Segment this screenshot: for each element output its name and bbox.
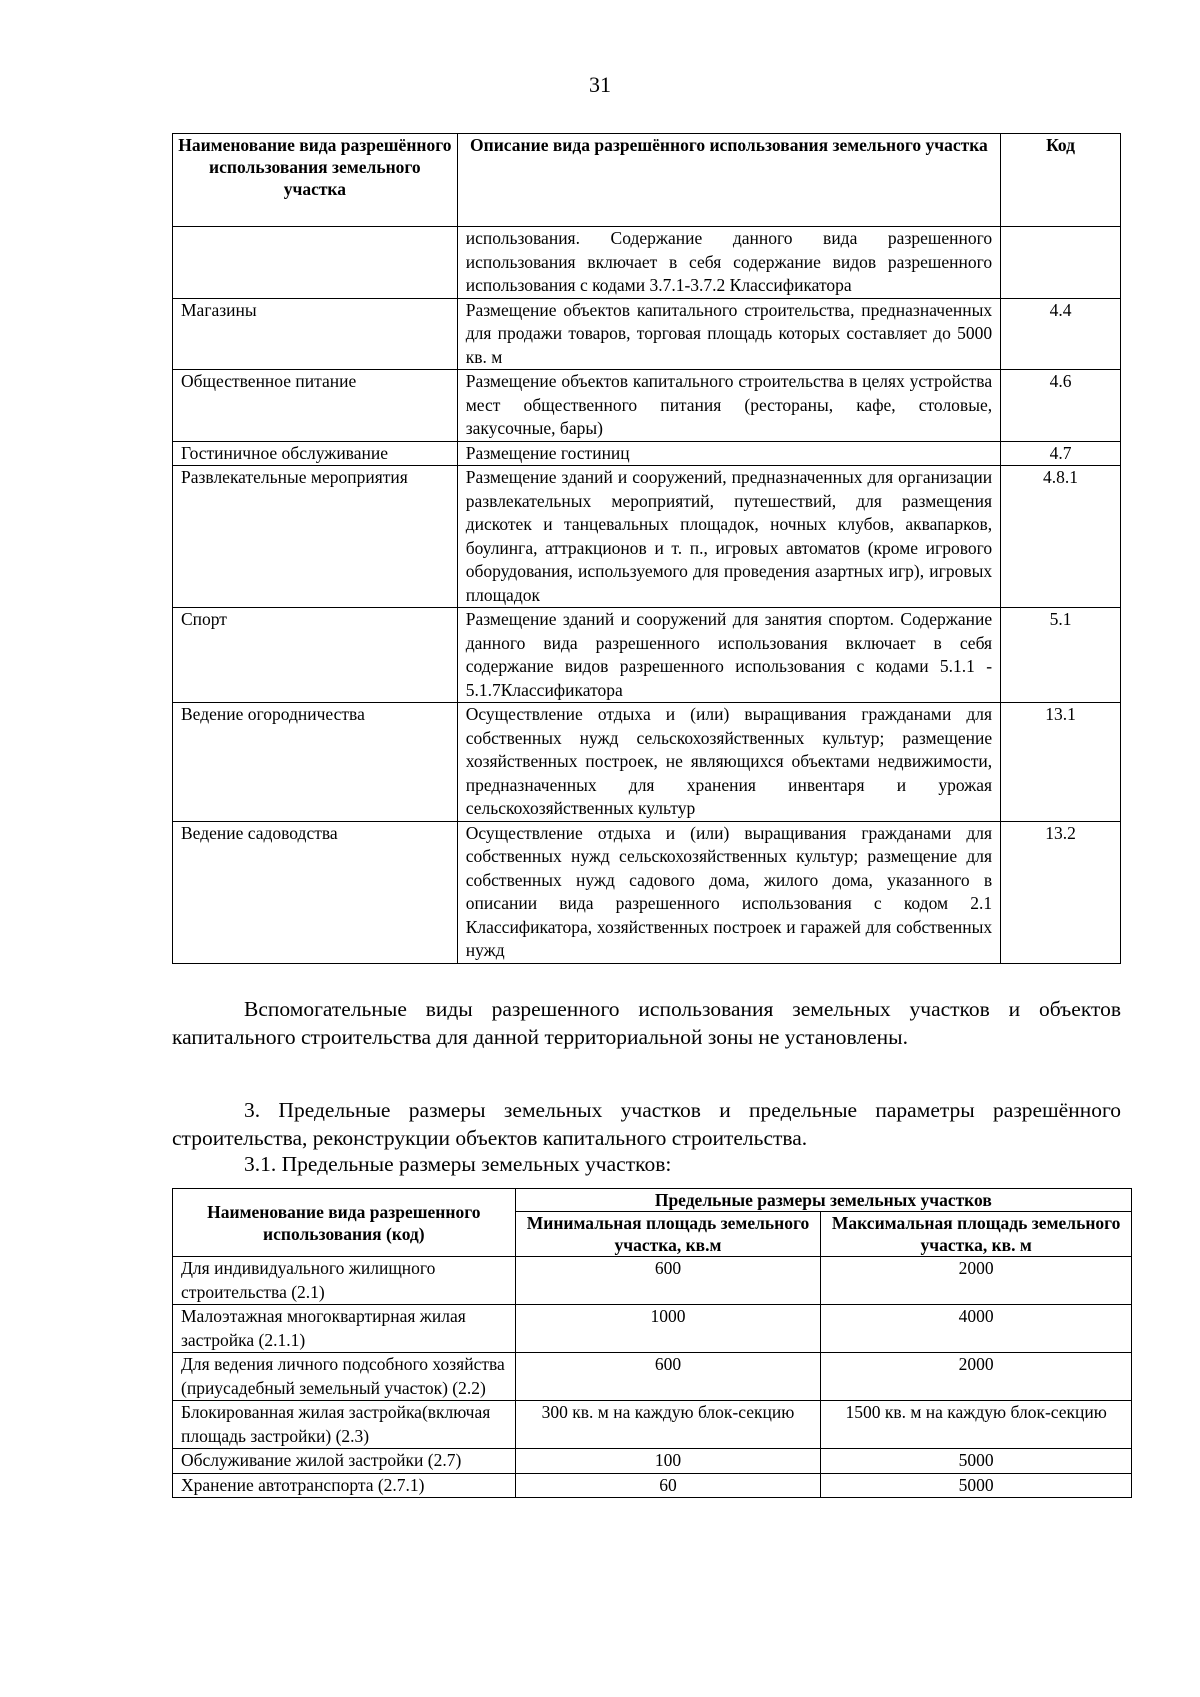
- row-max-area: 2000: [821, 1257, 1132, 1305]
- table-row: [173, 1257, 1132, 1305]
- row-name: Для индивидуального жилищного строительства (2.1): [173, 1257, 516, 1305]
- row-code: [1001, 227, 1121, 299]
- table-row: [173, 298, 1121, 370]
- row-min-area: 100: [515, 1449, 821, 1474]
- plot-size-table: [172, 1188, 1132, 1498]
- row-min-area: 600: [515, 1257, 821, 1305]
- table-row: [173, 441, 1121, 466]
- table-header-row: [173, 134, 1121, 227]
- table-row: [173, 466, 1121, 608]
- row-min-area: 300 кв. м на каждую блок-секцию: [515, 1401, 821, 1449]
- row-description: Размещение гостиниц: [457, 441, 1000, 466]
- row-description: Размещение объектов капитального строительства в целях устройства мест общественного питания (рестораны, кафе, столовые, закусочные, бары): [457, 370, 1000, 442]
- row-name: Для ведения личного подсобного хозяйства (приусадебный земельный участок) (2.2): [173, 1353, 516, 1401]
- table-row: [173, 1401, 1132, 1449]
- row-code: 4.6: [1001, 370, 1121, 442]
- row-name: Блокированная жилая застройка(включая площадь застройки) (2.3): [173, 1401, 516, 1449]
- row-code: 4.8.1: [1001, 466, 1121, 608]
- row-max-area: 5000: [821, 1449, 1132, 1474]
- row-code: 5.1: [1001, 608, 1121, 703]
- table-row: [173, 1305, 1132, 1353]
- table-row: [173, 608, 1121, 703]
- row-description: Осуществление отдыха и (или) выращивания гражданами для собственных нужд сельскохозяйственных культур; размещение для собственных нужд садового дома, жилого дома, указанного в описании вида разрешенного использования с кодом 2.1 Классификатора, хозяйственных построек и гаражей для собственных нужд: [457, 821, 1000, 963]
- paragraph-auxiliary-uses: Вспомогательные виды разрешенного использования земельных участков и объектов капитального строительства для данной территориальной зоны не установлены.: [172, 997, 1121, 1049]
- row-max-area: 5000: [821, 1473, 1132, 1498]
- header-min-area: Минимальная площадь земельного участка, кв.м: [515, 1212, 821, 1257]
- row-name: Обслуживание жилой застройки (2.7): [173, 1449, 516, 1474]
- row-name: Ведение садоводства: [173, 821, 458, 963]
- page-number: 31: [589, 72, 611, 97]
- table-header-row: [173, 1189, 1132, 1212]
- permitted-use-table: [172, 133, 1121, 964]
- paragraph-section-3-1: 3.1. Предельные размеры земельных участков:: [244, 1152, 672, 1176]
- row-min-area: 1000: [515, 1305, 821, 1353]
- table-row: [173, 370, 1121, 442]
- row-description: Осуществление отдыха и (или) выращивания гражданами для собственных нужд сельскохозяйственных культур; размещение хозяйственных построек, не являющихся объектами недвижимости, предназначенных для хранения инвентаря и урожая сельскохозяйственных культур: [457, 703, 1000, 822]
- row-code: 13.2: [1001, 821, 1121, 963]
- row-min-area: 600: [515, 1353, 821, 1401]
- row-description: Размещение зданий и сооружений, предназначенных для организации развлекательных мероприятий, путешествий, для размещения дискотек и танцевальных площадок, ночных клубов, аквапарков, боулинга, аттракционов и т. п., игровых автоматов (кроме игрового оборудования, используемого для проведения азартных игр), игровых площадок: [457, 466, 1000, 608]
- table-row: [173, 703, 1121, 822]
- header-name: Наименование вида разрешённого использования земельного участка: [173, 134, 458, 227]
- table-row: [173, 1353, 1132, 1401]
- row-name: [173, 227, 458, 299]
- header-max-area: Максимальная площадь земельного участка, кв. м: [821, 1212, 1132, 1257]
- table-row: [173, 227, 1121, 299]
- row-max-area: 1500 кв. м на каждую блок-секцию: [821, 1401, 1132, 1449]
- row-name: Магазины: [173, 298, 458, 370]
- row-name: Хранение автотранспорта (2.7.1): [173, 1473, 516, 1498]
- row-name: Общественное питание: [173, 370, 458, 442]
- row-max-area: 2000: [821, 1353, 1132, 1401]
- row-code: 13.1: [1001, 703, 1121, 822]
- paragraph-section-3: 3. Предельные размеры земельных участков и предельные параметры разрешённого строительства, реконструкции объектов капитального строительства.: [172, 1098, 1121, 1150]
- row-name: Ведение огородничества: [173, 703, 458, 822]
- row-name: Спорт: [173, 608, 458, 703]
- table-row: [173, 1473, 1132, 1498]
- header-name: Наименование вида разрешенного использования (код): [173, 1189, 516, 1257]
- row-description: Размещение объектов капитального строительства, предназначенных для продажи товаров, торговая площадь которых составляет до 5000 кв. м: [457, 298, 1000, 370]
- row-name: Гостиничное обслуживание: [173, 441, 458, 466]
- row-code: 4.7: [1001, 441, 1121, 466]
- row-name: Малоэтажная многоквартирная жилая застройка (2.1.1): [173, 1305, 516, 1353]
- header-group: Предельные размеры земельных участков: [515, 1189, 1131, 1212]
- row-name: Развлекательные мероприятия: [173, 466, 458, 608]
- table-row: [173, 821, 1121, 963]
- row-description: использования. Содержание данного вида разрешенного использования включает в себя содержание видов разрешенного использования с кодами 3.7.1-3.7.2 Классификатора: [457, 227, 1000, 299]
- row-min-area: 60: [515, 1473, 821, 1498]
- row-max-area: 4000: [821, 1305, 1132, 1353]
- table-row: [173, 1449, 1132, 1474]
- header-code: Код: [1001, 134, 1121, 227]
- header-description: Описание вида разрешённого использования земельного участка: [457, 134, 1000, 227]
- row-code: 4.4: [1001, 298, 1121, 370]
- row-description: Размещение зданий и сооружений для занятия спортом. Содержание данного вида разрешенного использования включает в себя содержание видов разрешенного использования с кодами 5.1.1 - 5.1.7Классификатора: [457, 608, 1000, 703]
